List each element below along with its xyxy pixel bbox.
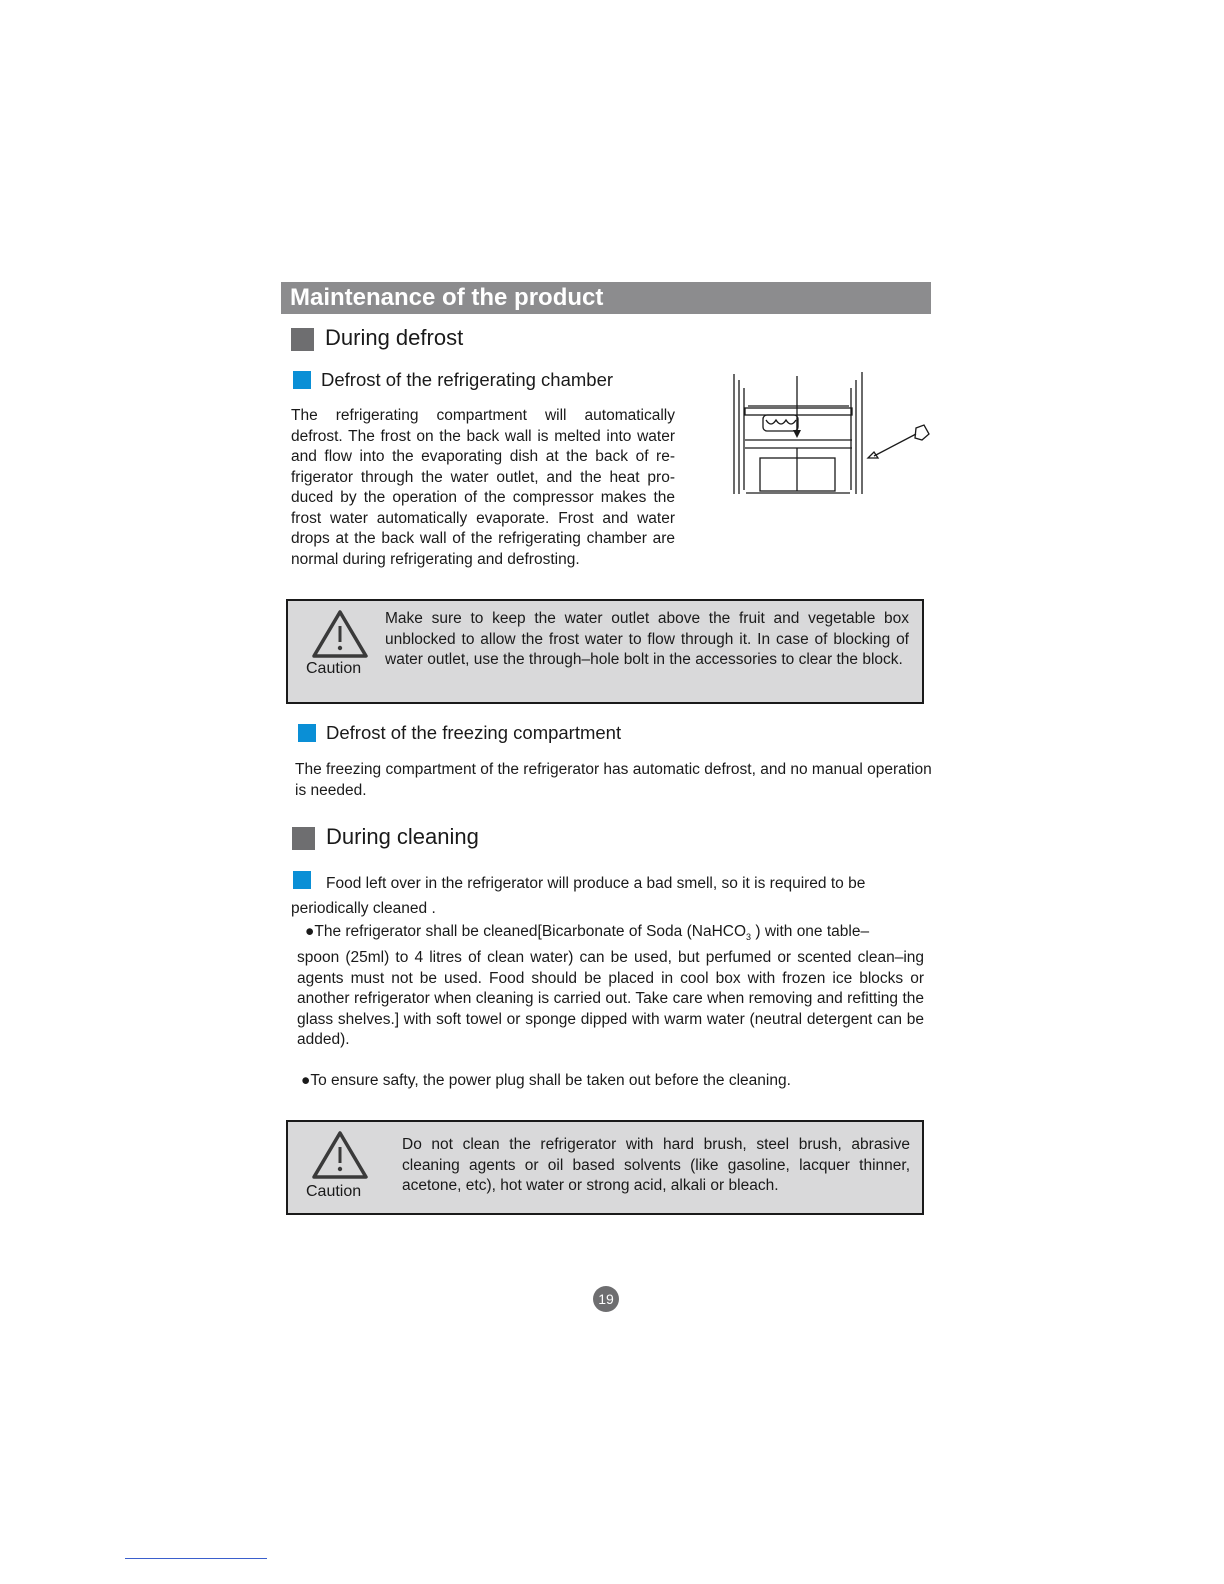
section-heading-defrost: During defrost	[291, 325, 591, 353]
caution-box-water-outlet	[286, 599, 924, 704]
page-title-bar	[281, 282, 931, 314]
refrigerating-body: The refrigerating compartment will automatically defrost. The frost on the back wall is melted into water and flow into the evaporating dish at the back of re-frigerator through the water outlet, and the heat pro-duced by the operation of the compressor makes the frost water automatically evaporate. Frost and water drops at the back wall of the refrigerating chamber are normal during refrigerating and defrosting.	[291, 407, 675, 568]
subsection-square-icon	[298, 724, 316, 742]
freezing-body: The freezing compartment of the refrigerator has automatic defrost, and no manual operation is needed.	[295, 761, 932, 799]
cleaning-bullet-1-first-line: ●The refrigerator shall be cleaned[Bicarbonate of Soda (NaHCO$_3$ ) with one table–	[305, 923, 870, 943]
page-title: Maintenance of the product	[290, 284, 604, 311]
subheading-freezing: Defrost of the freezing compartment	[298, 722, 718, 746]
warning-triangle-icon	[311, 609, 369, 659]
section-square-icon	[291, 328, 314, 351]
caution-label: Caution	[306, 1183, 362, 1200]
section-square-icon	[292, 827, 315, 850]
page-number: 19	[593, 1286, 619, 1312]
fridge-defrost-illustration	[728, 368, 938, 500]
section-heading-cleaning: During cleaning	[292, 824, 592, 852]
cleaning-intro: Food left over in the refrigerator will produce a bad smell, so it is required to be periodically cleaned .	[291, 875, 866, 917]
bullet-icon: ●	[305, 923, 315, 940]
caution-box-cleaning	[286, 1120, 924, 1215]
bullet-icon: ●	[301, 1072, 311, 1089]
footer-rule	[125, 1558, 267, 1559]
caution-text: Make sure to keep the water outlet above the fruit and vegetable box unblocked to allow the frost water to flow through it. In case of blocking of water outlet, use the through–hole bolt in the accessories to clear the block.	[385, 610, 909, 668]
warning-triangle-icon	[311, 1130, 369, 1180]
cleaning-bullet-1-body: spoon (25ml) to 4 litres of clean water) can be used, but perfumed or scented clean–ing agents must not be used. Food should be placed in cool box with frozen ice blocks or another refrigerator when cleaning is carried out. Take care when removing and refitting the glass shelves.] with soft towel or sponge dipped with warm water (neutral detergent can be added).	[297, 949, 924, 1048]
subsection-square-icon	[293, 371, 311, 389]
caution-text: Do not clean the refrigerator with hard brush, steel brush, abrasive cleaning agents or oil based solvents (like gasoline, lacquer thinner, acetone, etc), hot water or strong acid, alkali or bleach.	[402, 1136, 910, 1194]
cleaning-bullet-2: ●To ensure safty, the power plug shall be taken out before the cleaning.	[301, 1072, 791, 1089]
subheading-refrigerating: Defrost of the refrigerating chamber	[293, 369, 693, 393]
caution-label: Caution	[306, 660, 362, 677]
